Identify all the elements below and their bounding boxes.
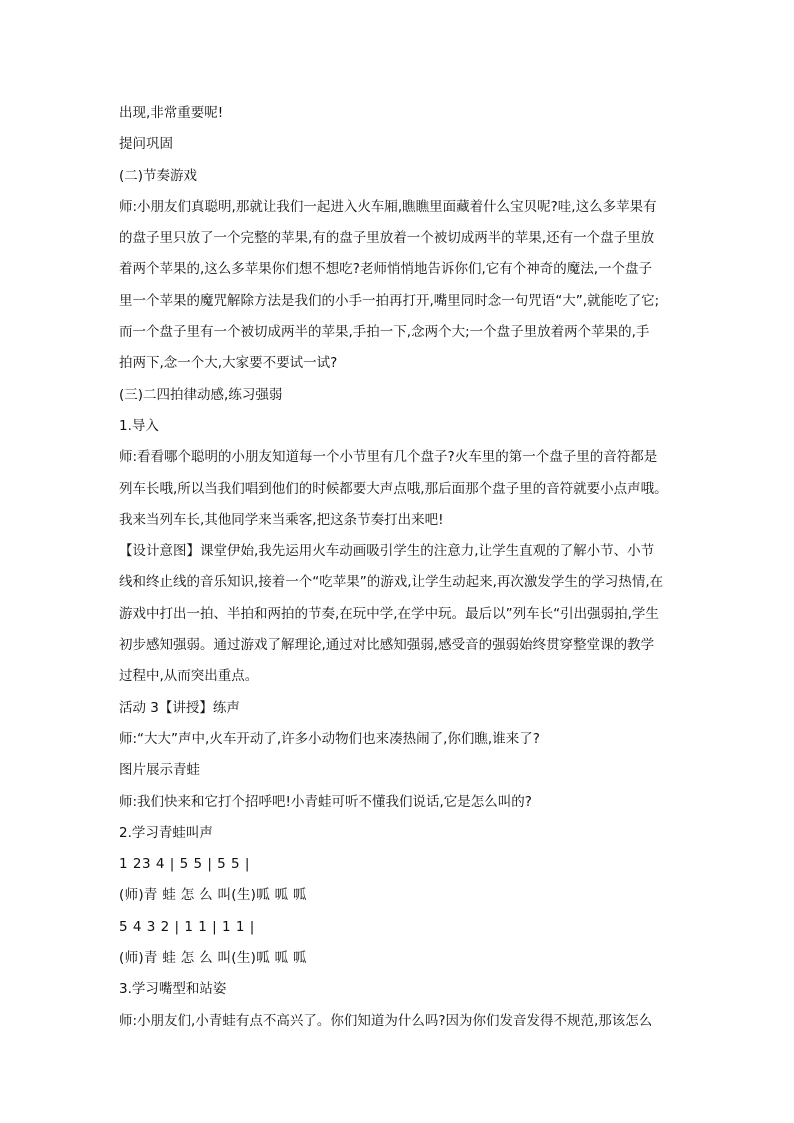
paragraph-line: 提问巩固	[119, 136, 173, 153]
paragraph-line: 师:看看哪个聪明的小朋友知道每一个小节里有几个盘子?火车里的第一个盘子里的音符都是	[119, 449, 658, 466]
subsection-heading: 3.学习嘴型和站姿	[119, 981, 227, 998]
paragraph-line: 图片展示青蛙	[119, 762, 200, 779]
section-heading: (二)节奏游戏	[119, 167, 198, 184]
paragraph-line: 师:我们快来和它打个招呼吧!小青蛙可听不懂我们说话,它是怎么叫的?	[119, 793, 532, 810]
paragraph-line: 出现,非常重要呢!	[119, 105, 224, 121]
paragraph-line: 列车长哦,所以当我们唱到他们的时候都要大声点哦,那后面那个盘子里的音符就要小点声哦。	[119, 480, 668, 497]
design-intent-line: 线和终止线的音乐知识,接着一个“吃苹果”的游戏,让学生动起来,再次激发学生的学习热情,在	[119, 574, 664, 591]
subsection-heading: 2.学习青蛙叫声	[119, 824, 213, 841]
lyrics-line: (师)青 蛙 怎 么 叫(生)呱 呱 呱	[119, 950, 307, 967]
section-heading: (三)二四拍律动感,练习强弱	[119, 386, 283, 403]
paragraph-line: 我来当列车长,其他同学来当乘客,把这条节奏打出来吧!	[119, 511, 444, 528]
document-body	[119, 98, 685, 1037]
paragraph-line: 着两个苹果的,这么多苹果你们想不想吃?老师悄悄地告诉你们,它有个神奇的魔法,一个盘子	[119, 261, 653, 278]
design-intent-line: 游戏中打出一拍、半拍和两拍的节奏,在玩中学,在学中玩。最后以”列车长“引出强弱拍,学生	[119, 605, 659, 622]
rhythm-notation: 1 23 4 | 5 5 | 5 5 |	[119, 856, 250, 873]
paragraph-line: 拍两下,念一个大,大家要不要试一试?	[119, 355, 338, 372]
subsection-heading: 1.导入	[119, 417, 159, 434]
paragraph-line: 而一个盘子里有一个被切成两半的苹果,手拍一下,念两个大;一个盘子里放着两个苹果的,手	[119, 324, 650, 341]
design-intent-line: 过程中,从而突出重点。	[119, 668, 259, 685]
paragraph-line: 师:“大大”声中,火车开动了,许多小动物们也来凑热闹了,你们瞧,谁来了?	[119, 730, 540, 747]
design-intent-line: 【设计意图】课堂伊始,我先运用火车动画吸引学生的注意力,让学生直观的了解小节、小节	[119, 543, 655, 560]
design-intent-line: 初步感知强弱。通过游戏了解理论,通过对比感知强弱,感受音的强弱始终贯穿整堂课的教学	[119, 637, 655, 654]
paragraph-line: 里一个苹果的魔咒解除方法是我们的小手一拍再打开,嘴里同时念一句咒语“大”,就能吃了它;	[119, 292, 660, 309]
paragraph-line: 师:小朋友们真聪明,那就让我们一起进入火车厢,瞧瞧里面藏着什么宝贝呢?哇,这么多苹果有	[119, 198, 657, 215]
lyrics-line: (师)青 蛙 怎 么 叫(生)呱 呱 呱	[119, 887, 307, 904]
paragraph-line: 师:小朋友们,小青蛙有点不高兴了。你们知道为什么吗?因为你们发音发得不规范,那该怎么	[119, 1012, 653, 1029]
activity-heading: 活动 3【讲授】练声	[119, 699, 240, 716]
paragraph-line: 的盘子里只放了一个完整的苹果,有的盘子里放着一个被切成两半的苹果,还有一个盘子里放	[119, 230, 655, 247]
rhythm-notation: 5 4 3 2 | 1 1 | 1 1 |	[119, 918, 255, 935]
